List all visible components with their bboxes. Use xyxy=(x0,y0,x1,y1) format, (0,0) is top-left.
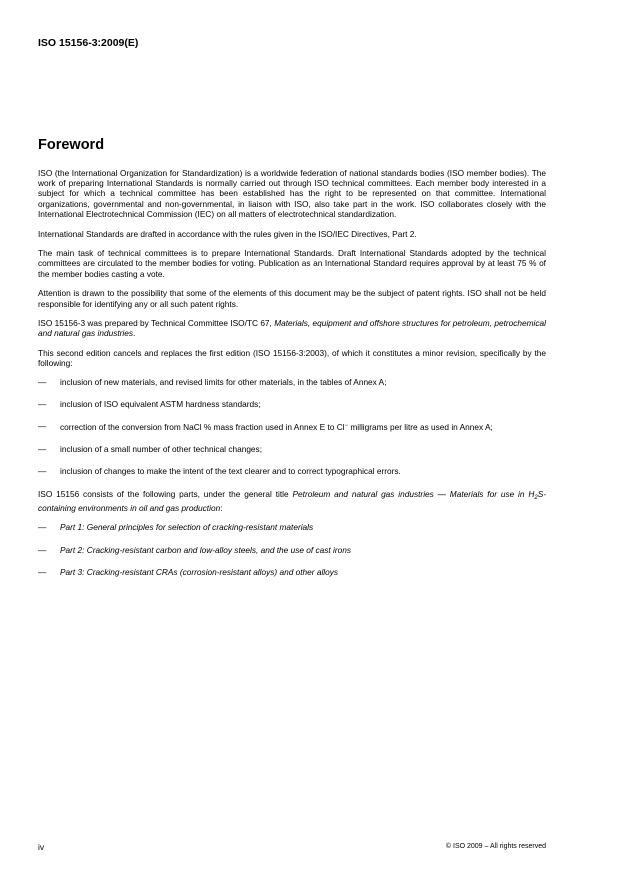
committee-title: Materials, equipment and offshore structures for petroleum, petrochemical and natural gas industries xyxy=(38,318,546,339)
h2s-subscript: 2 xyxy=(534,494,538,501)
revision-text-end: milligrams per litre as used in Annex A; xyxy=(348,421,493,432)
parts-intro-end: : xyxy=(220,502,223,513)
part-item-2 xyxy=(38,545,546,555)
dash-marker: — xyxy=(38,398,47,409)
revision-text: inclusion of changes to make the intent of the text clearer and to correct typographical errors. xyxy=(60,466,401,477)
prepared-by-text: ISO 15156-3 was prepared by Technical Committee ISO/TC 67, xyxy=(38,318,275,329)
part-item-3 xyxy=(38,567,546,577)
parts-intro-text: ISO 15156 consists of the following parts, under the general title xyxy=(38,488,293,499)
revision-item-3 xyxy=(38,421,546,432)
dash-marker: — xyxy=(38,544,47,555)
revision-text xyxy=(60,421,546,432)
paragraph-iso-overview: ISO (the International Organization for Standardization) is a worldwide federation of national standards bodies (ISO member bodies). The work of preparing International Standards is normally carried out through ISO technical committees. Each member body interested in a subject for which a technical committee has been established has the right to be represented on that committee. International organizations, governmental and non-governmental, in liaison with ISO, also take part in the work. ISO collaborates closely with the International Electrotechnical Commission (IEC) on all matters of electrotechnical standardization. xyxy=(38,168,546,219)
page-title: Foreword xyxy=(38,137,105,153)
copyright-notice: © ISO 2009 – All rights reserved xyxy=(445,843,546,850)
dash-marker: — xyxy=(38,566,47,577)
prepared-by-end: . xyxy=(133,328,136,339)
dash-marker: — xyxy=(38,466,47,477)
general-title-a: Petroleum and natural gas industries — Materials for use in H xyxy=(292,488,535,499)
paragraph-prepared-by xyxy=(38,318,546,338)
revision-text: inclusion of new materials, and revised limits for other materials, in the tables of Annex A; xyxy=(60,376,387,387)
page-number: iv xyxy=(38,842,45,852)
part-title: Part 2: Cracking-resistant carbon and low-alloy steels, and the use of cast irons xyxy=(60,544,351,555)
part-title: Part 3: Cracking-resistant CRAs (corrosion-resistant alloys) and other alloys xyxy=(60,566,339,577)
revision-text: inclusion of ISO equivalent ASTM hardness standards; xyxy=(60,398,261,409)
general-title-b: S-containing environments in oil and gas production xyxy=(38,488,546,513)
dash-marker: — xyxy=(38,376,47,387)
paragraph-parts-intro xyxy=(38,489,546,513)
part-title: Part 1: General principles for selection of cracking-resistant materials xyxy=(60,522,314,533)
foreword-body xyxy=(38,168,546,589)
revision-item-4 xyxy=(38,444,546,454)
paragraph-second-edition: This second edition cancels and replaces the first edition (ISO 15156-3:2003), of which it constitutes a minor revision, specifically by the following: xyxy=(38,348,546,369)
part-item-1 xyxy=(38,522,546,532)
revision-item-2 xyxy=(38,399,546,409)
revision-item-5 xyxy=(38,466,546,476)
revision-item-1 xyxy=(38,377,546,387)
page-header-code: ISO 15156-3:2009(E) xyxy=(38,37,139,49)
paragraph-patent-rights: Attention is drawn to the possibility that some of the elements of this document may be the subject of patent rights. ISO shall not be held responsible for identifying any or all such patent rights. xyxy=(38,288,546,309)
dash-marker: — xyxy=(38,420,47,431)
revision-text: inclusion of a small number of other technical changes; xyxy=(60,444,263,455)
dash-marker: — xyxy=(38,444,47,455)
paragraph-technical-committees: The main task of technical committees is to prepare International Standards. Draft International Standards adopted by the technical committees are circulated to the member bodies for voting. Publication as an International Standard requires approval by at least 75 % of the member bodies casting a vote. xyxy=(38,248,546,279)
revision-text-start: correction of the conversion from NaCl % mass fraction used in Annex E to Cl xyxy=(60,421,345,432)
dash-marker: — xyxy=(38,522,47,533)
paragraph-drafting-rules: International Standards are drafted in accordance with the rules given in the ISO/IEC Directives, Part 2. xyxy=(38,228,417,239)
chloride-superscript: − xyxy=(344,422,349,429)
